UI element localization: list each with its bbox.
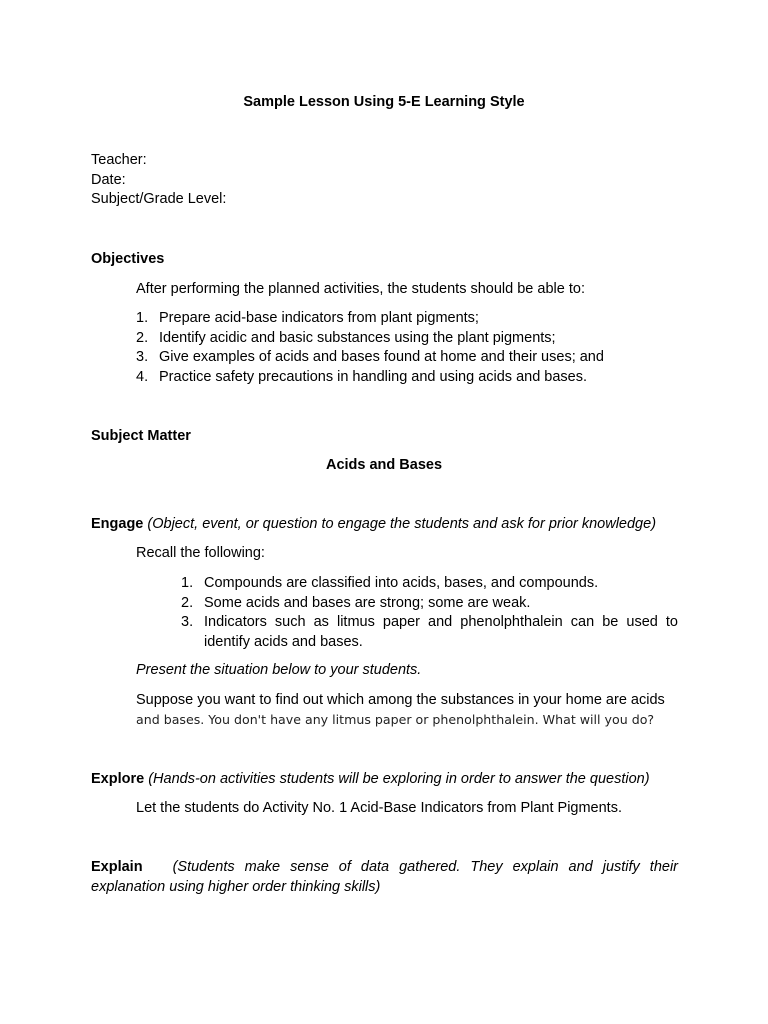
- subject-matter-heading: Subject Matter: [91, 428, 191, 444]
- engage-item-text: Compounds are classified into acids, bases, and compounds.: [204, 575, 599, 591]
- list-item: 2. Some acids and bases are strong; some are weak.: [181, 594, 678, 614]
- engage-item-text: Indicators such as litmus paper and phenolphthalein can be used to identify acids and bases.: [204, 614, 678, 650]
- subject-grade-label: Subject/Grade Level:: [91, 191, 227, 207]
- objective-text: Give examples of acids and bases found at home and their uses; and: [159, 349, 604, 365]
- engage-situation-line-2: and bases. You don't have any litmus paper or phenolphthalein. What will you do?: [136, 712, 655, 727]
- engage-list: [181, 574, 678, 652]
- explore-text: Let the students do Activity No. 1 Acid-Base Indicators from Plant Pigments.: [136, 800, 622, 816]
- objective-text: Prepare acid-base indicators from plant pigments;: [159, 310, 479, 326]
- list-item: 1. Prepare acid-base indicators from plant pigments;: [136, 309, 696, 329]
- engage-heading: Engage: [91, 516, 144, 532]
- list-item: 4. Practice safety precautions in handling and using acids and bases.: [136, 368, 696, 388]
- explain-heading: Explain: [91, 859, 143, 875]
- objectives-list: [136, 309, 696, 387]
- explore-heading-line: [91, 770, 678, 790]
- engage-item-text: Some acids and bases are strong; some are weak.: [204, 594, 531, 611]
- list-item: 2. Identify acidic and basic substances using the plant pigments;: [136, 329, 696, 349]
- engage-heading-line: [91, 515, 678, 535]
- engage-recall: Recall the following:: [136, 545, 265, 561]
- engage-situation-line-1: Suppose you want to find out which among the substances in your home are acids: [136, 692, 665, 708]
- objectives-heading: Objectives: [91, 251, 165, 267]
- teacher-label: Teacher:: [91, 152, 147, 168]
- explore-note: (Hands-on activities students will be exploring in order to answer the question): [148, 771, 650, 787]
- objective-text: Identify acidic and basic substances using the plant pigments;: [159, 329, 556, 346]
- explain-note: (Students make sense of data gathered. They explain and justify their explanation using higher order thinking skills): [91, 859, 678, 895]
- document-title: Sample Lesson Using 5-E Learning Style: [243, 94, 525, 110]
- list-item: 3. Give examples of acids and bases found at home and their uses; and: [136, 348, 696, 368]
- list-item: 1. Compounds are classified into acids, bases, and compounds.: [181, 574, 678, 594]
- lesson-meta: [91, 151, 226, 210]
- list-item: 3. Indicators such as litmus paper and phenolphthalein can be used to identify acids and bases.: [181, 613, 678, 652]
- explain-paragraph: [91, 858, 678, 897]
- engage-note: (Object, event, or question to engage the students and ask for prior knowledge): [147, 516, 657, 532]
- subject-matter-topic: Acids and Bases: [325, 457, 443, 473]
- explore-heading: Explore: [91, 771, 145, 787]
- objectives-intro: After performing the planned activities, the students should be able to:: [136, 281, 585, 297]
- engage-present: Present the situation below to your students.: [136, 662, 422, 678]
- date-label: Date:: [91, 171, 126, 188]
- objective-text: Practice safety precautions in handling and using acids and bases.: [159, 368, 588, 385]
